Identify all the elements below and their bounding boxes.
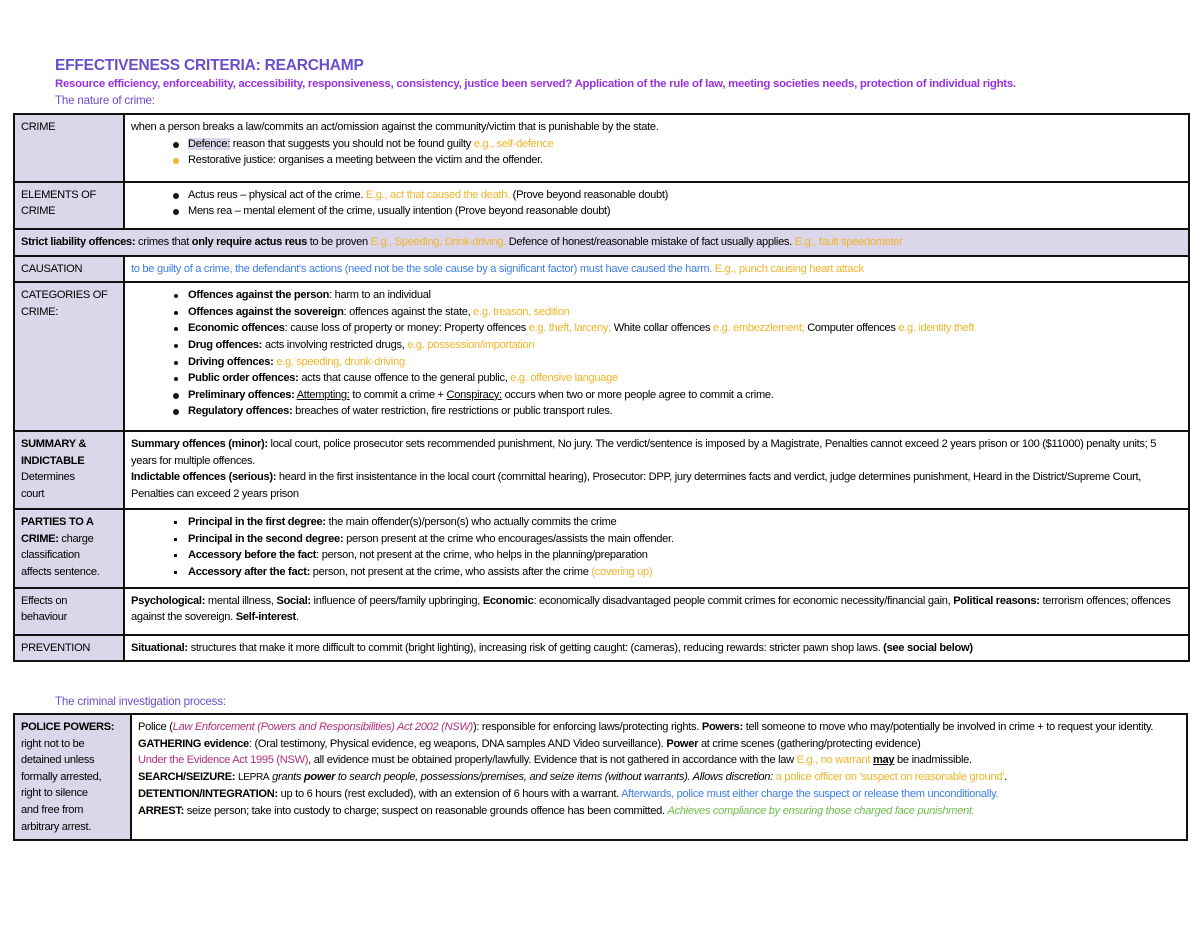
text-run: Determines [21, 471, 75, 484]
bullet-item [188, 304, 1182, 321]
text-run: . [1004, 770, 1007, 783]
text-run: , all evidence must be obtained properly/lawfully. Evidence that is not gathered in accordance with the law [308, 754, 797, 767]
bullet-item [188, 370, 1182, 387]
paragraph [138, 803, 1180, 820]
bullet-item [188, 136, 1182, 153]
bullet-item [188, 337, 1182, 354]
table-row-summary-indictable [14, 431, 1189, 509]
text-run: GATHERING evidence [138, 737, 249, 750]
row-label-line [21, 819, 124, 836]
bullet-item [188, 354, 1182, 371]
text-run: : cause loss of property or money: Property offences [284, 322, 529, 335]
bullet-item [188, 564, 1182, 581]
row-label-line [21, 287, 117, 304]
table-row-prevention [14, 635, 1189, 662]
row-content [124, 431, 1189, 509]
row-label-line [21, 769, 124, 786]
text-run: to search people, possessions/premises, and seize items (without warrants). Allows discretion: [335, 770, 773, 783]
paragraph [138, 769, 1180, 787]
row-label-line [21, 640, 117, 657]
text-run: CRIME [21, 121, 56, 133]
row-label-line [21, 547, 117, 564]
bullet-item [188, 320, 1182, 337]
text-run: White collar offences [610, 322, 713, 335]
text-run: Actus reus [188, 188, 238, 201]
text-run: reason that suggests you should not be found guilty [230, 137, 474, 150]
text-run: Summary offences (minor): [131, 437, 268, 450]
row-content [124, 114, 1189, 182]
text-run: Economic [482, 594, 534, 607]
paragraph [138, 736, 1180, 753]
paragraph [138, 752, 1180, 769]
row-content [14, 229, 1189, 256]
row-label-line [21, 187, 117, 204]
row-label-line [21, 609, 117, 626]
text-run: power [303, 770, 336, 783]
text-run: Indictable offences (serious): [131, 471, 277, 484]
text-run: Restorative justice: organises a meeting between the victim and the offender. [188, 154, 543, 167]
text-run: breaches of water restriction, fire restrictions or public transport rules. [292, 405, 613, 418]
text-run: Power [666, 737, 699, 750]
text-run: heard in the first insistentance in the local court (committal hearing), Prosecutor: DPP, jury determines facts and verdict, judge determines punishment, Heard in the District/Supreme Court, Penalties can exceed 2 years prison [131, 471, 1142, 500]
text-run: Conspiracy: [446, 388, 502, 401]
text-run: seize person; take into custody to charge; suspect on reasonable grounds offence has been committed. [183, 804, 668, 817]
text-run: Regulatory offences: [188, 405, 293, 418]
text-run: Principal in the first degree: [188, 516, 326, 529]
text-run: E.g., punch causing heart attack [714, 262, 864, 275]
text-run: e.g. identity theft [898, 322, 975, 335]
text-run: (Prove beyond reasonable doubt) [509, 188, 669, 201]
text-run: to be guilty of a crime, the defendant's actions (need not be the sole cause by a significant factor) must have caused the harm. [131, 262, 715, 275]
text-run: Principal in the second degree: [188, 532, 344, 545]
text-run: arbitrary arrest. [21, 820, 92, 833]
row-label [14, 182, 124, 229]
row-label-line [21, 469, 117, 486]
bullet-item [188, 531, 1182, 548]
text-run: influence of peers/family upbringing, [310, 594, 483, 607]
criminal-investigation-table [13, 713, 1188, 841]
row-label [14, 588, 124, 635]
text-run: ELEMENTS OF [21, 188, 96, 201]
text-run: when a person breaks a law/commits an act/omission against the community/victim that is punishable by the state. [131, 121, 659, 133]
row-label-line [21, 261, 117, 278]
row-label-line [21, 436, 117, 453]
nature-of-crime-table-body [14, 114, 1189, 661]
row-label-line [21, 486, 117, 503]
text-run: E.g., act that caused the death. [365, 188, 510, 201]
text-run: CRIME [21, 205, 56, 218]
text-run: right to silence [21, 787, 88, 800]
text-run: tell someone to move who may/potentially be involved in crime + to request your identity. [742, 721, 1154, 733]
text-run: mental illness, [205, 594, 277, 607]
paragraph [131, 261, 1182, 278]
text-run: Police ( [138, 721, 173, 733]
text-run: (covering up) [591, 566, 653, 579]
text-run: SUMMARY & [21, 437, 87, 450]
table-row-strict-liability [14, 229, 1189, 256]
text-run: e.g., self-defence [473, 137, 554, 150]
row-label-line [21, 531, 117, 548]
table-row-categories-of-crime [14, 282, 1189, 431]
text-run: – physical act of the crime. [237, 188, 366, 201]
text-run: Preliminary offences: [188, 388, 295, 401]
row-content [124, 635, 1189, 662]
text-run: local court, police prosecutor sets recommended punishment, No jury. The verdict/sentence is imposed by a Magistrate, Penalties cannot exceed 2 years prison or 100 ($11000) penalty units; 5 years for multiple offences. [131, 437, 1157, 467]
text-run: CATEGORIES OF [21, 289, 108, 302]
section-heading-nature-of-crime: The nature of crime: [55, 94, 155, 107]
text-run: acts that cause offence to the general public, [298, 372, 511, 385]
text-run: : person, not present at the crime, who helps in the planning/preparation [316, 549, 648, 562]
row-label-line [21, 564, 117, 581]
text-run: person present at the crime who encourages/assists the main offender. [343, 532, 674, 545]
row-label [14, 282, 124, 431]
table-row-parties-to-a-crime [14, 509, 1189, 587]
row-label-line [21, 593, 117, 610]
text-run: POLICE POWERS: [21, 721, 115, 733]
text-run: CRIME: [21, 532, 59, 545]
text-run: e.g. embezzlement; [712, 322, 805, 335]
text-run: grants [272, 770, 304, 783]
text-run: Defence: [188, 137, 231, 150]
text-run: Afterwards, police must either charge the suspect or release them unconditionally. [621, 788, 999, 801]
text-run: ): responsible for enforcing laws/protecting rights. [472, 721, 702, 733]
text-run: PREVENTION [21, 641, 91, 654]
text-run: behaviour [21, 611, 68, 624]
row-content [131, 714, 1187, 840]
text-run: SEARCH/SEIZURE: [138, 770, 236, 783]
criminal-investigation-table-body [14, 714, 1187, 840]
text-run: Accessory before the fact [188, 549, 317, 562]
text-run: Achieves compliance by ensuring those charged face punishment. [667, 804, 975, 817]
text-run: : offences against the state, [343, 305, 474, 318]
text-run: person, not present at the crime, who assists after the crime [309, 566, 592, 579]
text-run: may [872, 754, 895, 767]
bullet-item [188, 387, 1182, 404]
bullet-list [131, 136, 1182, 169]
text-run: CRIME: [21, 305, 59, 318]
bullet-list [131, 287, 1182, 420]
text-run: Law Enforcement (Powers and Responsibilities) Act 2002 (NSW) [172, 721, 473, 733]
row-content [124, 588, 1189, 635]
text-run: LEPRA [238, 771, 270, 783]
text-run: DETENTION/INTEGRATION: [138, 788, 278, 801]
paragraph [131, 436, 1182, 469]
text-run: Self-interest [235, 611, 296, 624]
paragraph [131, 119, 1182, 136]
text-run: Social: [276, 594, 311, 607]
text-run: and free from [21, 803, 84, 816]
text-run: Situational: [131, 641, 188, 654]
paragraph [21, 234, 1182, 251]
text-run: E.g., fault speedometer [794, 235, 903, 248]
row-content [124, 509, 1189, 587]
paragraph [131, 640, 1182, 657]
bullet-list [131, 187, 1182, 220]
text-run: ARREST: [138, 804, 184, 817]
row-label [14, 509, 124, 587]
text-run: at crime scenes (gathering/protecting evidence) [698, 737, 921, 750]
text-run: the main offender(s)/person(s) who actually commits the crime [325, 516, 617, 529]
text-run: structures that make it more difficult to commit (bright lighting), increasing risk of getting caught: (cameras), reducing rewards: stricter pawn shop laws. [187, 641, 884, 654]
row-label-line [21, 752, 124, 769]
text-run: acts involving restricted drugs, [262, 338, 408, 351]
text-run: Economic offences [188, 322, 285, 335]
text-run: E.g., Speeding, Drink-driving. [370, 235, 506, 248]
text-run: CAUSATION [21, 262, 83, 275]
text-run: Offences against the person [188, 289, 330, 302]
nature-of-crime-table [13, 113, 1190, 662]
bullet-item [188, 187, 1182, 204]
row-label-line [21, 453, 117, 470]
row-label-line [21, 304, 117, 321]
row-content [124, 182, 1189, 229]
text-run: be inadmissible. [894, 754, 972, 767]
paragraph [138, 719, 1180, 736]
row-label-line [21, 719, 124, 736]
text-run: court [21, 487, 45, 500]
text-run: Offences against the sovereign [188, 305, 344, 318]
section-heading-criminal-investigation: The criminal investigation process: [55, 695, 226, 708]
text-run: a police officer on 'suspect on reasonable ground' [775, 770, 1005, 783]
row-label-line [21, 802, 124, 819]
text-run: Public order offences: [188, 372, 299, 385]
text-run: Political reasons: [953, 594, 1040, 607]
text-run: detained unless [21, 754, 95, 767]
text-run: occurs when two or more people agree to commit a crime. [501, 388, 774, 401]
text-run: Strict liability offences: [21, 235, 136, 248]
text-run: only require actus reus [191, 235, 307, 248]
row-label [14, 256, 124, 283]
row-label [14, 114, 124, 182]
table-row-crime [14, 114, 1189, 182]
row-label [14, 635, 124, 662]
text-run: Under the Evidence Act 1995 (NSW) [138, 754, 309, 767]
text-run: : (Oral testimony, Physical evidence, eg weapons, DNA samples AND Video surveillance). [248, 737, 667, 750]
text-run: Psychological: [131, 594, 206, 607]
text-run: right not to be [21, 737, 85, 750]
row-label-line [21, 203, 117, 220]
row-content [124, 282, 1189, 431]
text-run: Defence of honest/reasonable mistake of fact usually applies. [505, 235, 795, 248]
text-run: Mens rea – mental element of the crime, usually intention (Prove beyond reasonable doubt) [188, 205, 611, 218]
text-run: Effects on [21, 594, 68, 607]
text-run: classification [21, 549, 80, 562]
row-label-line [21, 514, 117, 531]
text-run: formally arrested, [21, 770, 102, 783]
table-row-elements-of-crime [14, 182, 1189, 229]
text-run: . [295, 611, 299, 624]
text-run: Accessory after the fact: [188, 566, 310, 579]
text-run: Drug offences: [188, 338, 263, 351]
text-run: to commit a crime + [349, 388, 447, 401]
bullet-item [188, 203, 1182, 220]
text-run: terrorism offences; offences against the sovereign. [131, 594, 1171, 624]
text-run: charge [58, 532, 94, 545]
text-run: Attempting: [296, 388, 350, 401]
row-label-line [21, 736, 124, 753]
text-run: e.g. possession/importation [407, 338, 535, 351]
row-label-line [21, 785, 124, 802]
bullet-item [188, 514, 1182, 531]
text-run: (see social below) [883, 641, 973, 654]
text-run: Powers: [701, 721, 743, 733]
text-run: Computer offences [804, 322, 899, 335]
text-run: e.g. offensive language [510, 372, 618, 385]
bullet-item [188, 403, 1182, 420]
table-row-police-powers [14, 714, 1187, 840]
text-run: e.g. theft, larceny; [528, 322, 611, 335]
text-run: : economically disadvantaged people commit crimes for economic necessity/financial gain, [533, 594, 954, 607]
paragraph [138, 786, 1180, 803]
text-run: : harm to an individual [329, 289, 431, 302]
bullet-item [188, 152, 1182, 169]
text-run: e.g. speeding, drunk-driving [276, 355, 405, 368]
effectiveness-criteria-subtitle: Resource efficiency, enforceability, accessibility, responsiveness, consistency, justice been served? Application of the rule of law, meeting societies needs, protection of individual rights. [55, 78, 1016, 90]
bullet-item [188, 287, 1182, 304]
text-run: e.g. treason, sedition [473, 305, 570, 318]
text-run: Driving offences: [188, 355, 274, 368]
row-content [124, 256, 1189, 283]
bullet-list [131, 514, 1182, 580]
text-run: INDICTABLE [21, 454, 85, 467]
paragraph [131, 469, 1182, 502]
row-label [14, 714, 131, 840]
text-run: PARTIES TO A [21, 516, 94, 529]
text-run: crimes that [135, 235, 192, 248]
table-row-effects-on-behaviour [14, 588, 1189, 635]
row-label [14, 431, 124, 509]
paragraph [131, 593, 1182, 626]
table-row-causation [14, 256, 1189, 283]
bullet-item [188, 547, 1182, 564]
row-label-line [21, 119, 117, 136]
page-title: EFFECTIVENESS CRITERIA: REARCHAMP [55, 57, 364, 74]
text-run: to be proven [306, 235, 371, 248]
text-run: up to 6 hours (rest excluded), with an extension of 6 hours with a warrant. [277, 788, 622, 801]
text-run: affects sentence. [21, 566, 100, 579]
text-run: E.g., no warrant [796, 754, 871, 767]
